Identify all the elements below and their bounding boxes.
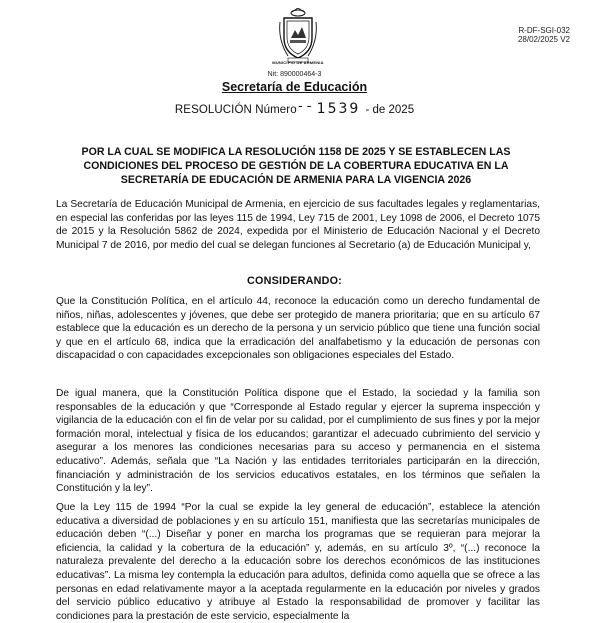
nit-number: Nit: 890000464-3 (267, 71, 322, 78)
resolution-year: - de 2025 (365, 104, 415, 116)
resolution-number-line (0, 101, 589, 117)
handwritten-dash-mark: - - (297, 99, 312, 114)
crest-caption: MUNICIPIO DE ARMENIA (272, 60, 324, 65)
considerando-heading: CONSIDERANDO: (247, 275, 342, 287)
form-code-block (518, 26, 570, 44)
resolution-number: 1539 (316, 101, 361, 117)
considerando-paragraph-3: Que la Ley 115 de 1994 “Por la cual se expide la ley general de educación”, establece la atención educativa a diversidad de poblaciones y en su artículo 151, manifiesta que las secretarías municipales de educación deben “(...) Diseñar y poner en marcha los programas que se requieran para mejorar la eficiencia, la calidad y la cobertura de la educación” y, además, en su artículo 3º, “(...) reconoce la naturaleza prevalente del derecho a la educación sobre los derechos económicos de las instituciones educativas”. La misma ley contempla la educación para adultos, definida como aquella que se ofrece a las personas en edad relativamente mayor a la aceptada regularmente en la educación por niveles y grados del servicio público educativo y atribuye al Estado la responsabilidad de promover y facilitar las condiciones para la prestación de este servicio, especialmente la (56, 502, 540, 622)
considerando-paragraph-1: Que la Constitución Política, en el artículo 44, reconoce la educación como un derecho fundamental de niños, niñas, adolescentes y jóvenes, que debe ser protegido de manera prioritaria; que en su artículo 67 establece que la educación es un derecho de la persona y un servicio público que tiene una función social y que en el artículo 68, indica que la erradicación del analfabetismo y la educación de personas con discapacidad o con capacidades excepcionales son obligaciones especiales del Estado. (56, 296, 540, 362)
intro-paragraph: La Secretaría de Educación Municipal de Armenia, en ejercicio de sus facultades legales y reglamentarias, en especial las conferidas por las leyes 115 de 1994, Ley 715 de 2001, Ley 1098 de 2006, el Decreto 1075 de 2015 y la Resolución 5862 de 2024, expedida por el Ministerio de Educación Nacional y el Decreto Municipal 7 de 2016, por medio del cual se delegan funciones al Secretario (a) de Educación Municipal y, (56, 199, 540, 251)
municipal-crest-logo (278, 8, 318, 66)
resolution-title: POR LA CUAL SE MODIFICA LA RESOLUCIÓN 1158 DE 2025 Y SE ESTABLECEN LAS CONDICIONES DEL PROCESO DE GESTIÓN DE LA COBERTURA EDUCATIVA EN LA SECRETARÍA DE EDUCACIÓN DE ARMENIA PARA LA VIGENCIA 2026 (81, 146, 511, 186)
considerando-paragraph-2: De igual manera, que la Constitución Política dispone que el Estado, la sociedad y la familia son responsables de la educación y que “Corresponde al Estado regular y ejercer la suprema inspección y vigilancia de la educación con el fin de velar por su calidad, por el cumplimiento de sus fines y por la mejor formación moral, intelectual y física de los educandos; garantizar el adecuado cubrimiento del servicio y asegurar a los menores las condiciones necesarias para su acceso y permanencia en el sistema educativo”. Además, señala que “La Nación y las entidades territoriales participarán en la dirección, financiación y administración de los servicios educativos estatales, en los términos que señalen la Constitución y la ley”. (56, 388, 540, 495)
form-version-date: 28/02/2025 V2 (517, 35, 570, 44)
resolution-prefix: RESOLUCIÓN Número (174, 104, 297, 116)
department-heading: Secretaría de Educación (221, 80, 368, 94)
form-code: R-DF-SGI-032 (518, 26, 570, 35)
